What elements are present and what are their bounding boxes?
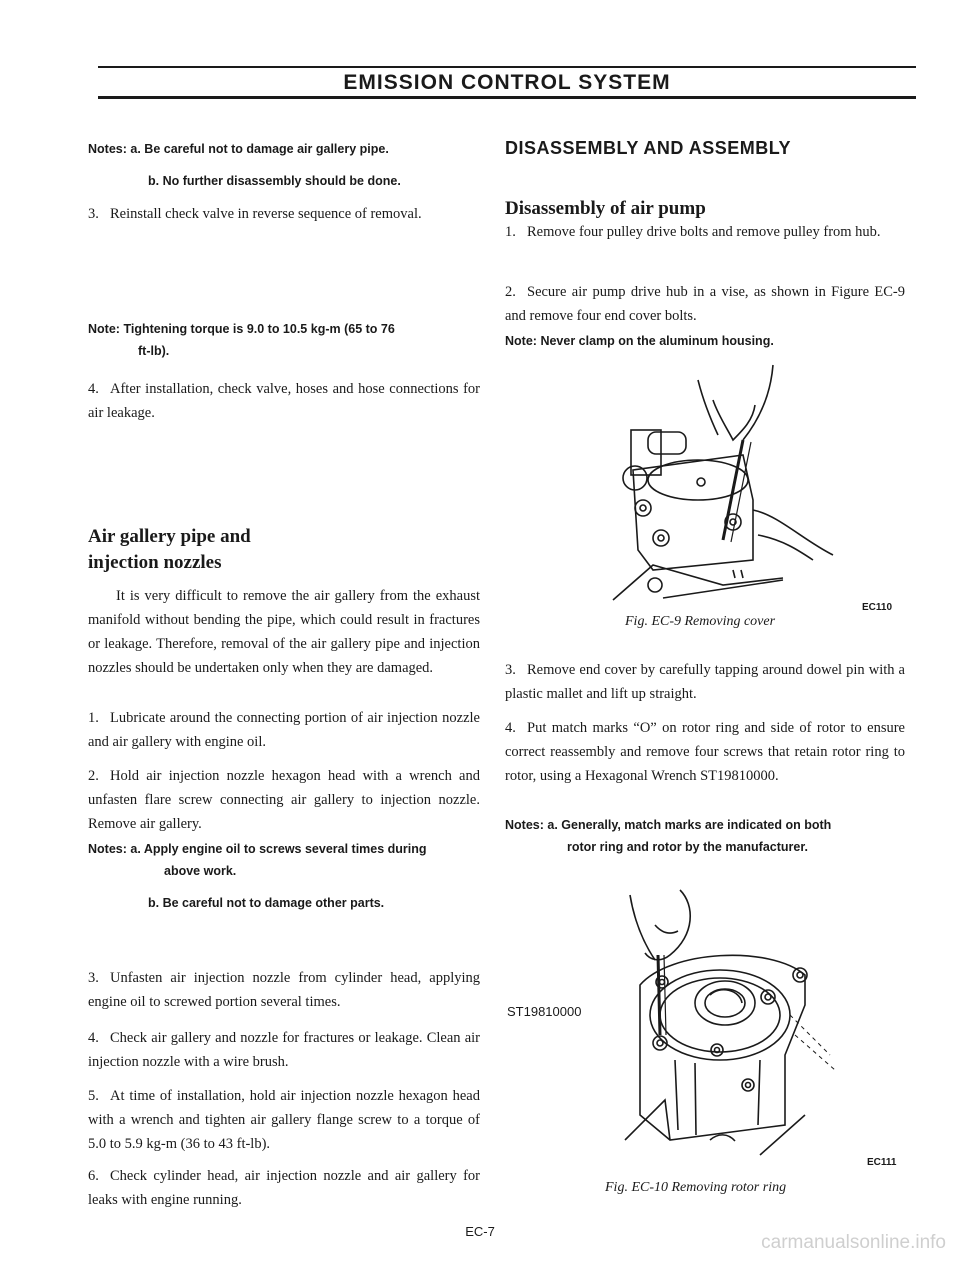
- note-item: b. No further disassembly should be done.: [148, 174, 401, 188]
- subheading: Disassembly of air pump: [505, 198, 706, 219]
- step-check-leaks: [88, 1164, 480, 1212]
- step-hold-nozzle: [88, 764, 480, 836]
- step-remove-end-cover: [505, 658, 905, 706]
- note-text: Tightening torque is 9.0 to 10.5 kg-m (65 to 76: [123, 322, 395, 336]
- notes-block-3: [505, 814, 905, 858]
- step-reinstall: [88, 202, 480, 226]
- step-number: 6.: [88, 1168, 99, 1184]
- step-number: 4.: [88, 1030, 99, 1046]
- step-number: 3.: [88, 970, 99, 986]
- step-text: Hold air injection nozzle hexagon head with a wrench and unfasten flare screw connecting air gallery to injection nozzle. Remove air gallery.: [88, 768, 480, 832]
- step-unfasten: [88, 966, 480, 1014]
- step-number: 3.: [88, 206, 99, 222]
- step-check-fractures: [88, 1026, 480, 1074]
- header-rule-bottom: [98, 96, 916, 99]
- step-text: Put match marks “O” on rotor ring and side of rotor to ensure correct reassembly and remove four screws that retain rotor ring to rotor, using a Hexagonal Wrench ST19810000.: [505, 720, 905, 784]
- step-text: Unfasten air injection nozzle from cylinder head, applying engine oil to screwed portion several times.: [88, 970, 480, 1010]
- notes-label: Notes:: [505, 818, 544, 832]
- step-secure-hub: [505, 280, 905, 328]
- header-rule-top: [98, 66, 916, 68]
- notes-label: Notes:: [88, 842, 127, 856]
- step-text: At time of installation, hold air injection nozzle hexagon head with a wrench and tighten air gallery flange screw to a torque of 5.0 to 5.9 kg-m (36 to 43 ft-lb).: [88, 1088, 480, 1152]
- note-item: a. Apply engine oil to screws several times during: [130, 842, 427, 856]
- figure-ec9-illustration: [593, 360, 843, 610]
- step-number: 4.: [505, 720, 516, 736]
- step-number: 5.: [88, 1088, 99, 1104]
- note-item: a. Generally, match marks are indicated on both: [547, 818, 832, 832]
- figure-ec10-illustration: [600, 885, 850, 1165]
- step-number: 1.: [505, 224, 516, 240]
- step-number: 2.: [88, 768, 99, 784]
- figure-caption: Fig. EC-9 Removing cover: [625, 614, 776, 629]
- step-text: Check air gallery and nozzle for fractures or leakage. Clean air injection nozzle with a wire brush.: [88, 1030, 480, 1070]
- step-text: Secure air pump drive hub in a vise, as shown in Figure EC-9 and remove four end cover bolts.: [505, 284, 905, 324]
- page-title: EMISSION CONTROL SYSTEM: [343, 71, 671, 94]
- note-item-cont: rotor ring and rotor by the manufacturer.: [567, 840, 808, 854]
- step-text: Remove end cover by carefully tapping around dowel pin with a plastic mallet and lift up straight.: [505, 662, 905, 702]
- step-number: 2.: [505, 284, 516, 300]
- step-remove-bolts: [505, 220, 905, 244]
- note-item: a. Be careful not to damage air gallery pipe.: [130, 142, 389, 156]
- clamp-note: [505, 330, 905, 352]
- subheading-block: [505, 196, 905, 222]
- step-text: After installation, check valve, hoses and hose connections for air leakage.: [88, 381, 480, 421]
- step-text: Check cylinder head, air injection nozzle and air gallery for leaks with engine running.: [88, 1168, 480, 1208]
- section-heading-line: injection nozzles: [88, 552, 222, 573]
- step-number: 3.: [505, 662, 516, 678]
- step-lubricate: [88, 706, 480, 754]
- watermark: carmanualsonline.info: [761, 1232, 946, 1253]
- note-label: Note:: [88, 322, 120, 336]
- figure-caption: Fig. EC-10 Removing rotor ring: [605, 1180, 787, 1195]
- step-installation: [88, 1084, 480, 1156]
- intro-text: It is very difficult to remove the air gallery from the exhaust manifold without bending the pipe, which could result in fractures or leakage. Therefore, removal of the air gallery pipe and injection nozzles should be undertaken only when they are damaged.: [88, 588, 480, 676]
- note-text: Never clamp on the aluminum housing.: [540, 334, 774, 348]
- note-item-cont: above work.: [164, 864, 237, 878]
- note-item: b. Be careful not to damage other parts.: [148, 896, 385, 910]
- step-text: Remove four pulley drive bolts and remove pulley from hub.: [527, 224, 881, 240]
- section-title: DISASSEMBLY AND ASSEMBLY: [505, 138, 792, 158]
- notes-label: Notes:: [88, 142, 127, 156]
- step-text: Lubricate around the connecting portion of air injection nozzle and air gallery with engine oil.: [88, 710, 480, 750]
- tool-callout: ST19810000: [507, 1004, 582, 1019]
- torque-note: [88, 318, 480, 362]
- notes-block-2: [88, 838, 480, 914]
- step-number: 1.: [88, 710, 99, 726]
- step-number: 4.: [88, 381, 99, 397]
- note-text-cont: ft-lb).: [138, 344, 170, 358]
- section-title-block: [505, 138, 905, 159]
- section-heading: [88, 524, 480, 576]
- step-match-marks: [505, 716, 905, 788]
- figure-code: EC111: [867, 1157, 897, 1168]
- notes-block-1: [88, 138, 480, 192]
- section-heading-line: Air gallery pipe and: [88, 526, 251, 547]
- step-text: Reinstall check valve in reverse sequence of removal.: [110, 206, 422, 222]
- step-check-leakage: [88, 377, 480, 425]
- intro-paragraph: [88, 584, 480, 680]
- figure-code: EC110: [862, 602, 893, 613]
- note-label: Note:: [505, 334, 537, 348]
- page-number: EC-7: [465, 1224, 495, 1239]
